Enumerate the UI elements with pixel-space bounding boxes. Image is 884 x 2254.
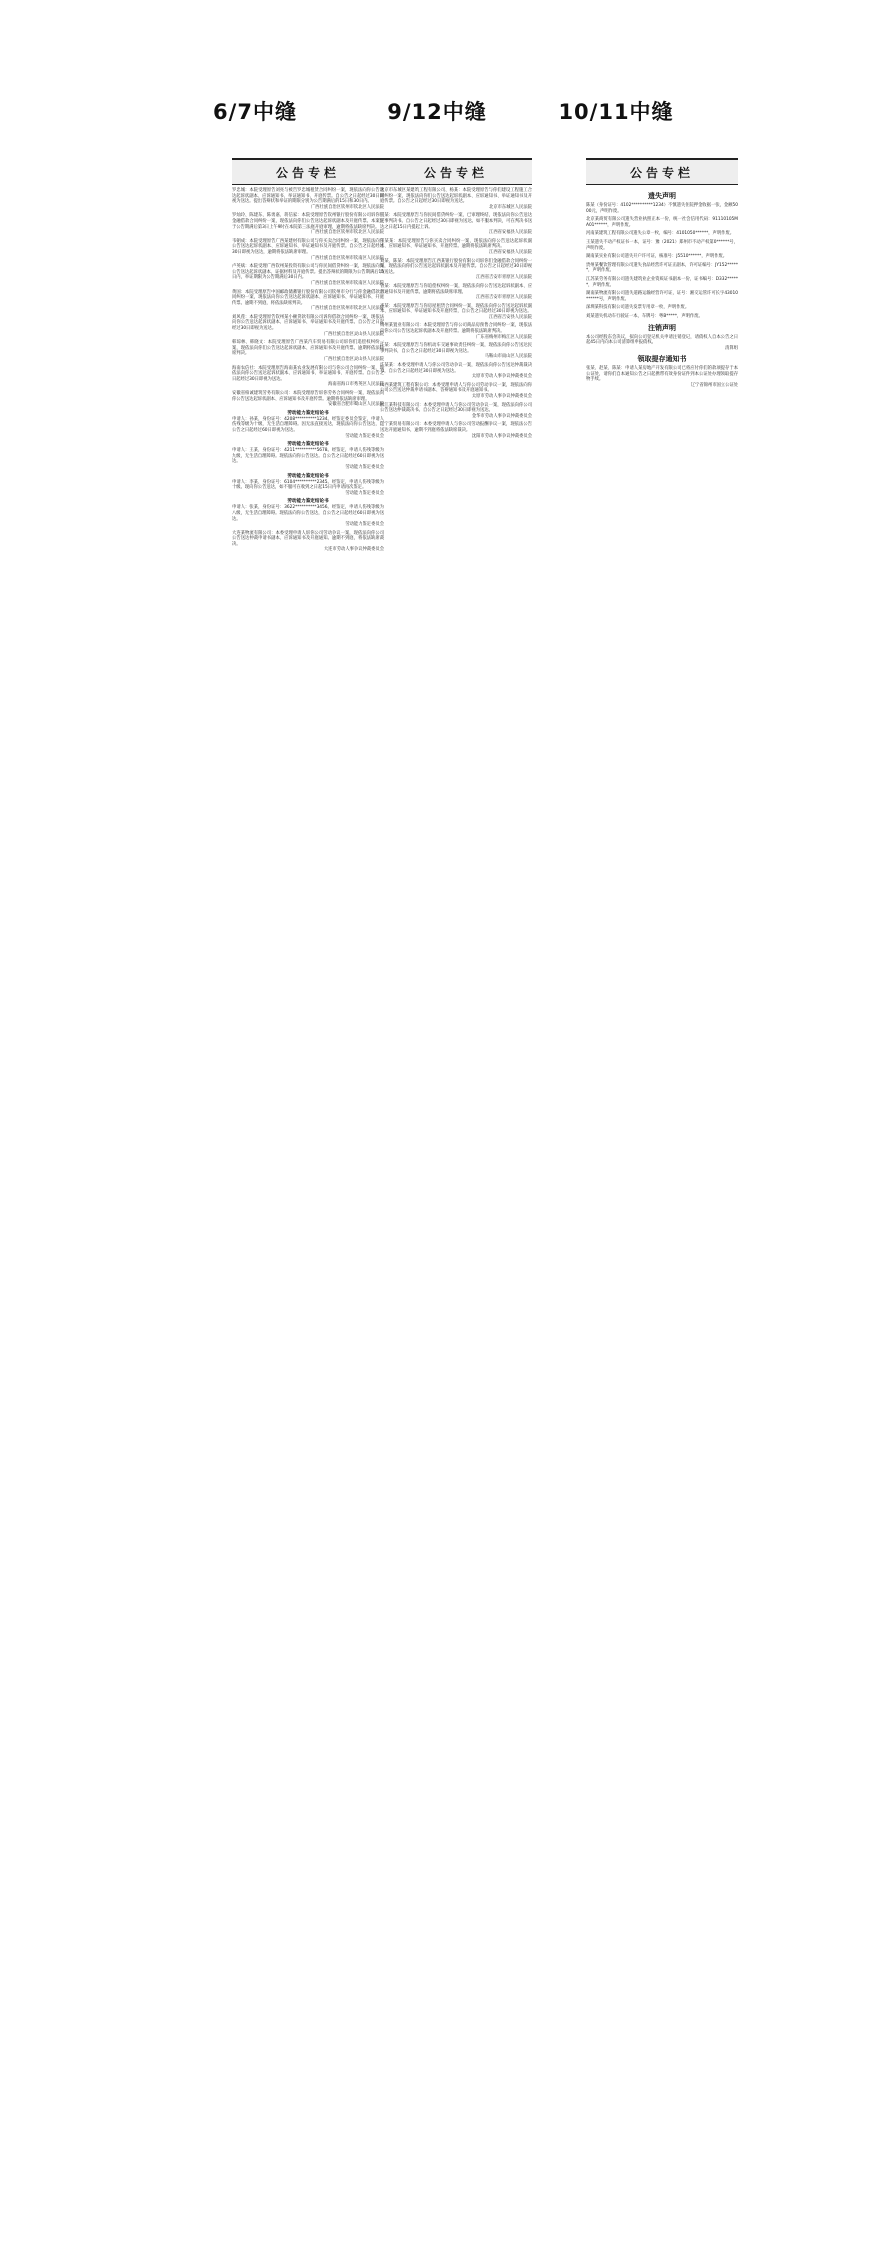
notice-item — [232, 290, 384, 312]
column-3 — [586, 158, 738, 2120]
notice-signature: 安徽省合肥市蜀山区人民法院 — [328, 402, 384, 408]
notice-item — [232, 499, 384, 527]
notice-signature: 北京市东城区人民法院 — [489, 204, 532, 210]
notice-item — [380, 284, 532, 301]
notice-signature: 清算组 — [725, 345, 738, 351]
notice-item — [232, 366, 384, 388]
notice-signature: 江西省安福县人民法院 — [489, 249, 532, 255]
notice-item — [232, 340, 384, 362]
notice-item — [232, 442, 384, 470]
notice-body: 李某：本院受理原告与你房屋租赁合同纠纷一案，现依法向你公告送达起诉状副本、应诉通知书、举证通知书及开庭传票，自公告之日起经过30日即视为送达。 — [380, 303, 532, 315]
notice-body: 刘风莲：本院受理原告钦州某小额贷款有限公司诉你借款合同纠纷一案，现依法向你公告送达起诉状副本、应诉通知书、举证通知书及开庭传票。自公告之日起经过30日即视为送达。 — [232, 314, 384, 332]
notice-item — [586, 263, 738, 274]
notice-item — [380, 422, 532, 439]
notice-item — [232, 391, 384, 408]
notice-item — [380, 383, 532, 400]
column-header: 公告专栏 — [586, 158, 738, 185]
notice-body: 刘某、陈某：本院受理原告江西某银行股份有限公司诉你们金融借款合同纠纷一案，现依法向你们公告送达起诉状副本及开庭传票。自公告之日起经过30日即视为送达。 — [380, 258, 532, 275]
notice-body: 陈某（身份证号：4102**********1234）不慎遗失住院押金收据一张，金额5000元，声明作废。 — [586, 203, 738, 214]
notice-signature: 江西省吉安县人民法院 — [489, 314, 532, 320]
notice-item — [232, 315, 384, 337]
notice-body: 韩琼林、韩晓文：本院受理原告广西某汽车贸易有限公司诉你们追偿权纠纷一案，现依法向你们公告送达起诉状副本、应诉通知书及开庭传票。逾期将依法缺席判决。 — [232, 340, 384, 357]
notice-item — [232, 239, 384, 261]
notice-title: 劳动能力鉴定结论书 — [287, 473, 329, 479]
section-title: 领取提存通知书 — [637, 355, 687, 364]
notice-body: 安徽省柏诚建筑劳务有限公司：本院受理原告诉你劳务合同纠纷一案，现依法向你公告送达起诉状副本、应诉通知书及开庭传票。逾期将依法缺席审理。 — [232, 391, 384, 402]
column-title-2: 9/12中缝 — [387, 100, 487, 124]
notice-signature: 江西省吉安市青原区人民法院 — [476, 275, 532, 281]
notice-signature: 广西壮族自治区钦州市钦北区人民法院 — [310, 230, 384, 236]
notice-item — [586, 231, 738, 237]
section-title: 注销声明 — [648, 323, 676, 332]
notice-body: 卢英斌：本院受理广西钦州某投资有限公司与你民间借贷纠纷一案，现依法向你公告送达起诉状副本、证据材料及开庭传票。提出答辩状的期限为公告期满后15日内，举证期限为公告期满后30日内。 — [232, 264, 384, 281]
notice-body: 申请人：王某，身份证号：4211**********5678。经鉴定，申请人伤残等级为九级，无生活自理障碍。现依法向你公告送达。自公告之日起经过60日即视为送达。 — [232, 448, 384, 465]
notice-signature: 辽宁省锦州市国立公证处 — [690, 383, 738, 389]
notice-signature: 金华市劳动人事争议仲裁委员会 — [471, 413, 532, 419]
notice-title: 劳动能力鉴定结论书 — [287, 410, 329, 416]
column-1 — [232, 158, 384, 2216]
notice-body: 大连某物流有限公司：本委受理申请人诉你公司劳动争议一案，现依法向你公司公告送达仲裁申请书副本、应诉通知书及开庭通知。逾期不到庭，将依法缺席裁决。 — [232, 530, 384, 547]
notice-item — [586, 335, 738, 352]
notice-body: 刘某遗失机动车行驶证一本，车牌号：粤B*****，声明作废。 — [586, 313, 703, 319]
notice-body: 辽宁某贸易有限公司：本委受理申请人与你公司劳动报酬争议一案，现依法公告送达开庭通知书，逾期不到庭将依法缺席裁决。 — [380, 422, 532, 433]
notice-item — [586, 277, 738, 288]
notice-signature: 广西壮族自治区钦州市钦北区人民法院 — [310, 306, 384, 312]
column-header: 公告专栏 — [232, 158, 384, 185]
notice-list — [232, 185, 384, 553]
notice-body: 湖南某物流有限公司遗失道路运输经营许可证，证号：湘交运管许可长字43010******号，声明作废。 — [586, 291, 738, 302]
notice-body: 王某：本院受理原告与你民间借贷纠纷一案，已审理终结，现依法向你公告送达民事判决书。自公告之日起经过30日即视为送达。如不服本判决，可在判决书送达之日起15日内提起上诉。 — [380, 213, 532, 230]
notice-body: 许某：本院受理原告与你机动车交通事故责任纠纷一案，现依法向你公告送达民事判决书，自公告之日起经过30日即视为送达。 — [380, 343, 532, 354]
notice-signature: 广西壮族自治区钦州市钦南区人民法院 — [310, 280, 384, 286]
notice-body: 曾某：本院受理原告与你追偿权纠纷一案，现依法向你公告送达起诉状副本、应诉通知书及开庭传票。逾期将依法缺席审理。 — [380, 283, 532, 295]
notice-signature: 广东省梅州市梅江区人民法院 — [476, 334, 532, 340]
notice-item — [586, 217, 738, 228]
notice-signature: 广西壮族自治区钦州市钦北区人民法院 — [310, 204, 384, 210]
notice-item — [586, 254, 738, 260]
notice-body: 王某遗失不动产权证书一本，证号：豫（2021）郑州市不动产权第0******号，声明作废。 — [586, 239, 738, 251]
notice-signature: 广西壮族自治区灵山县人民法院 — [323, 331, 384, 337]
notice-item — [586, 366, 738, 388]
notice-body: 许某某：本委受理申请人与你公司劳动争议一案，现依法向你公告送达仲裁裁决书，自公告之日起经过30日即视为送达。 — [380, 363, 532, 374]
section-list — [586, 185, 738, 389]
notice-body: 韦朝成：本院受理原告广西某建材有限公司与你买卖合同纠纷一案，现依法向你公告送达起诉状副本、应诉通知书、举证通知书及开庭传票。自公告之日起经过30日即视为送达，逾期将依法缺席审理。 — [232, 238, 384, 255]
notice-item — [232, 531, 384, 553]
notice-signature: 江西省安福县人民法院 — [489, 230, 532, 236]
notice-list — [380, 185, 532, 439]
notice-title: 劳动能力鉴定结论书 — [287, 499, 329, 505]
notice-item — [232, 474, 384, 497]
column-header: 公告专栏 — [380, 158, 532, 185]
notice-body: 王某某：本院受理原告与你买卖合同纠纷一案，现依法向你公告送达起诉状副本、应诉通知书、举证通知书、开庭传票。逾期将依法缺席判决。 — [380, 238, 532, 250]
notice-body: 海南农信社：本院受理原告海南某农业发展有限公司与你公司合同纠纷一案，现依法向你公告送达起诉状副本、应诉通知书、举证通知书、开庭传票。自公告之日起经过30日即视为送达。 — [232, 365, 384, 382]
notice-signature: 广西壮族自治区灵山县人民法院 — [323, 357, 384, 363]
notice-signature: 太原市劳动人事争议仲裁委员会 — [471, 394, 532, 399]
notice-item — [586, 203, 738, 214]
notice-body: 湖南某实业有限公司遗失开户许可证，核准号：J5510******，声明作废。 — [586, 254, 728, 260]
notice-body: 罗忠城：本院受理原告刘亮与被告罗忠城租赁合同纠纷一案，现依法向你公告送达起诉状副本、应诉通知书、举证通知书、开庭传票。自公告之日起经过30日即视为送达。提出答辩状和举证的期限分别为公告期满后的15日和30日内。 — [232, 188, 384, 205]
notice-body: 申请人：李某，身份证号：6104**********2345。经鉴定，申请人伤残等级为十级。现向你公告送达，如不服可在收到之日起15日内申请再次鉴定。 — [232, 479, 384, 491]
notice-item — [586, 305, 738, 311]
notice-item — [380, 403, 532, 420]
column-title-1: 6/7中缝 — [213, 100, 297, 124]
notice-body: 深圳某科技有限公司遗失发票专用章一枚，声明作废。 — [586, 305, 690, 311]
column-2 — [380, 158, 532, 2120]
notice-item — [232, 213, 384, 235]
column-title-3: 10/11中缝 — [558, 100, 674, 124]
notice-body: 河南某建筑工程有限公司遗失公章一枚，编号：4101050******，声明作废。 — [586, 231, 735, 237]
notice-body: 罗灿玲、陈建东、陈勇嘉、蒋信家：本院受理原告钦州银行股份有限公司诉你们金融借款合同纠纷一案，现依法向你们公告送达起诉状副本及开庭传票。本案定于公告期满后第3日上午9时在本院第三法庭开庭审理，逾期将依法缺席判决。 — [232, 213, 384, 230]
notice-signature: 劳动能力鉴定委员会 — [345, 490, 384, 496]
notice-body: 张某、赵某、陈某：申请人某房地产开发有限公司已将应付你们的款项提存于本公证处，请你们自本通知公告之日起携带有效身份证件到本公证处办理领取提存物手续。 — [586, 366, 738, 383]
notice-body: 贵州某餐饮管理有限公司遗失食品经营许可证正副本，许可证编号：JY152******，声明作废。 — [586, 262, 738, 274]
notice-item — [380, 304, 532, 321]
notice-signature: 大连市劳动人事争议仲裁委员会 — [323, 547, 384, 553]
notice-signature: 太原市劳动人事争议仲裁委员会 — [471, 374, 532, 380]
notice-item — [380, 323, 532, 340]
notice-body: 申请人：张某，身份证号：3622**********3456。经鉴定，申请人伤残等级为八级，无生活自理障碍。现依法向你公告送达，自公告之日起经过60日即视为送达。 — [232, 505, 384, 522]
notice-signature: 广西壮族自治区钦州市钦南区人民法院 — [310, 255, 384, 261]
notice-item — [380, 363, 532, 380]
notice-signature: 沈阳市劳动人事争议仲裁委员会 — [471, 433, 532, 439]
notice-item — [380, 188, 532, 210]
notice-item — [232, 264, 384, 286]
notice-item — [380, 239, 532, 256]
notice-body: 申请人：孙某，身份证号：4208**********1234。经鉴定委员会鉴定，申请人伤残等级为十级，无生活自理障碍。因无法直接送达，现依法向你公告送达，自公告之日起经过60日即视为送达。 — [232, 416, 384, 433]
notice-item — [380, 259, 532, 281]
notice-body: 江苏某劳务有限公司遗失建筑业企业资质证书副本一份，证书编号：D332******，声明作废。 — [586, 276, 738, 288]
notice-body: 梅州某置业有限公司：本院受理原告与你公司商品房预售合同纠纷一案，现依法向你公司公告送达起诉状副本及开庭传票。逾期将依法缺席判决。 — [380, 323, 532, 335]
notice-body: 浙江某科技有限公司：本委受理申请人与你公司劳动争议一案，现依法向你公司公告送达仲裁裁决书。自公告之日起经过30日即视为送达。 — [380, 402, 532, 414]
notice-signature: 马鞍山市雨山区人民法院 — [484, 354, 532, 360]
notice-signature: 劳动能力鉴定委员会 — [345, 433, 384, 439]
notice-item — [232, 411, 384, 439]
notice-signature: 劳动能力鉴定委员会 — [345, 464, 384, 470]
notice-body: 北京市东城区某建筑工程有限公司、杨某：本院受理原告与你们建设工程施工合同纠纷一案，现依法向你们公告送达起诉状副本、应诉通知书、举证通知书及开庭传票。自公告之日起经过30日即视为送达。 — [380, 188, 532, 205]
notice-title: 劳动能力鉴定结论书 — [287, 442, 329, 448]
notice-body: 北京某商贸有限公司遗失营业执照正本一份，统一社会信用代码：91110105MA01******，声明作废。 — [586, 217, 738, 228]
notice-signature: 海南省海口市秀英区人民法院 — [328, 382, 384, 388]
notice-signature: 劳动能力鉴定委员会 — [345, 522, 384, 528]
notice-item — [586, 314, 738, 320]
notice-item — [232, 188, 384, 210]
notice-item — [380, 213, 532, 235]
notice-item — [586, 291, 738, 302]
notice-body: 山西某建筑工程有限公司：本委受理申请人与你公司劳动争议一案，现依法向你公司公告送达仲裁申请书副本、答辩通知书及开庭通知书。 — [380, 382, 532, 394]
notice-body: 黄国：本院受理原告中国邮政储蓄银行股份有限公司钦州市分行与你金融借款合同纠纷一案，现依法向你公告送达起诉状副本、应诉通知书、举证通知书、开庭传票。逾期不到庭，将依法缺席判决。 — [232, 289, 384, 306]
notice-item — [586, 240, 738, 251]
section-title: 遗失声明 — [648, 192, 676, 200]
notice-body: 本公司经股东会决议，拟向公司登记机关申请注销登记，请债权人自本公告之日起45日内向本公司清算组申报债权。 — [586, 334, 738, 346]
notice-item — [380, 343, 532, 360]
notice-signature: 江西省吉安市青原区人民法院 — [476, 295, 532, 301]
